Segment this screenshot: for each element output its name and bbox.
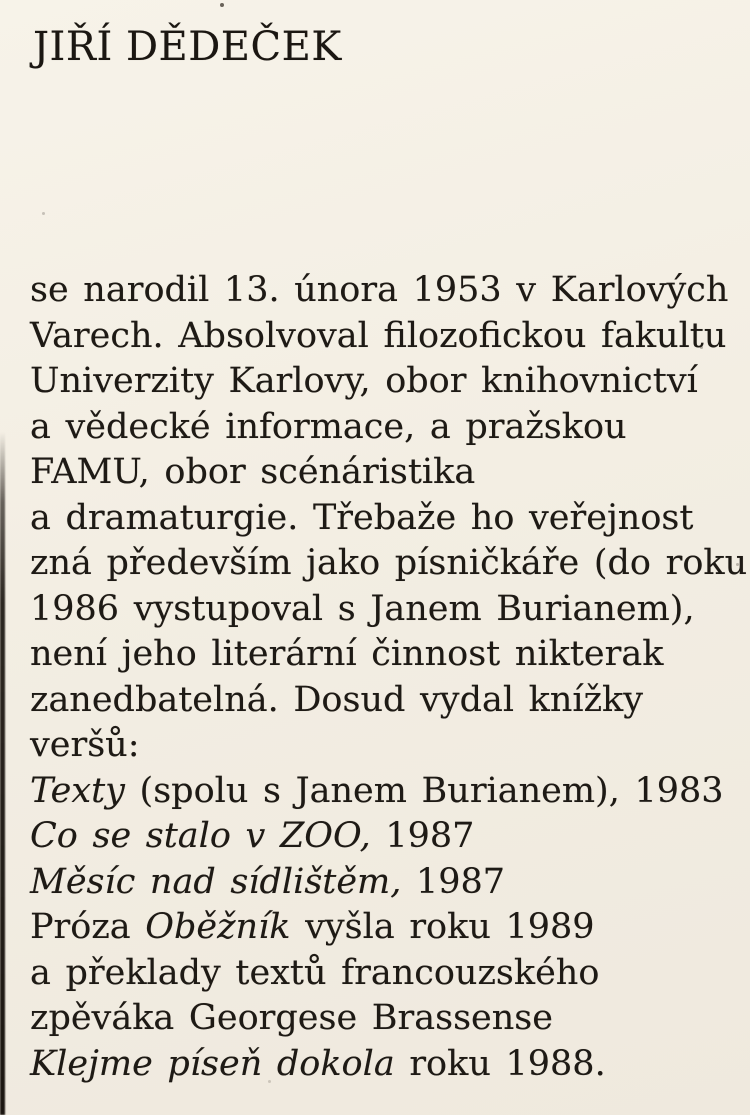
text-segment: roku 1988. — [394, 1043, 606, 1084]
text-segment: Varech. Absolvoval filozofickou fakultu — [30, 315, 727, 356]
text-line — [30, 632, 740, 678]
text-segment: vyšla roku 1989 — [290, 907, 595, 947]
text-line — [30, 996, 740, 1042]
paper-speck — [220, 3, 224, 7]
text-line — [30, 450, 740, 496]
text-line — [30, 678, 740, 724]
text-line-book-title — [30, 905, 740, 951]
text-segment: a dramaturgie. Třebaže ho veřejnost — [30, 497, 694, 538]
book-title-texty: Texty — [30, 770, 125, 811]
text-line — [30, 496, 740, 542]
paper-speck — [42, 212, 45, 215]
text-segment: a překlady textů francouzského — [30, 952, 600, 993]
text-segment: Univerzity Karlovy, obor knihovnictví — [30, 361, 698, 401]
text-line-book-title — [30, 769, 740, 815]
text-line — [30, 587, 740, 633]
text-segment: 1986 vystupoval s Janem Burianem), — [30, 588, 695, 629]
text-segment: (spolu s Janem Burianem), 1983 — [124, 770, 724, 811]
text-line — [30, 314, 740, 360]
paper-speck — [736, 563, 739, 566]
page-heading: JIŘÍ DĚDEČEK — [33, 24, 342, 70]
text-segment: 1987 — [370, 816, 475, 856]
text-line-book-title — [30, 860, 740, 906]
text-segment: zanedbatelná. Dosud vydal knížky — [30, 679, 644, 720]
text-line-book-title — [30, 1042, 740, 1088]
text-segment: Próza — [30, 907, 146, 947]
text-segment: zná především jako písničkáře (do roku — [30, 543, 748, 583]
text-line — [30, 723, 740, 769]
text-segment: 1987 — [401, 861, 506, 902]
scan-edge-shadow — [0, 432, 5, 1115]
text-line — [30, 951, 740, 997]
paper-speck — [700, 346, 703, 349]
text-line — [30, 541, 748, 587]
text-line — [30, 359, 740, 405]
text-segment: a vědecké informace, a pražskou — [30, 406, 627, 447]
paper-speck — [268, 1080, 271, 1083]
text-segment: není jeho literární činnost nikterak — [30, 634, 664, 674]
book-title-mesic: Měsíc nad sídlištěm, — [30, 861, 402, 902]
text-segment: FAMU, obor scénáristika — [30, 452, 476, 492]
text-line — [30, 405, 740, 451]
text-line-book-title — [30, 814, 740, 860]
text-segment: se narodil 13. února 1953 v Karlových — [30, 270, 729, 310]
book-title-klejme: Klejme píseň dokola — [30, 1043, 395, 1084]
text-line — [30, 268, 740, 314]
book-title-co-se-stalo: Co se stalo v ZOO, — [30, 816, 371, 856]
text-segment: veršů: — [30, 725, 140, 765]
book-title-obeznik: Oběžník — [145, 907, 291, 947]
bio-paragraph — [30, 268, 748, 1087]
text-segment: zpěváka Georgese Brassense — [30, 998, 553, 1038]
